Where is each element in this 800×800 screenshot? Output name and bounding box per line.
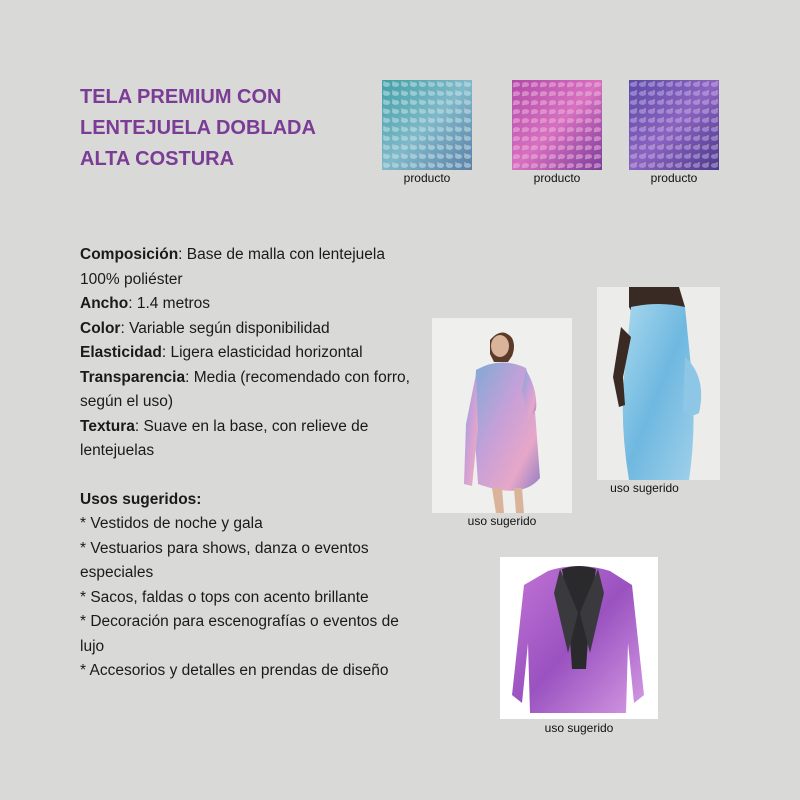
title-line-3: ALTA COSTURA (80, 148, 235, 170)
example-photo-dress (432, 318, 572, 513)
use-item: * Vestidos de noche y gala (80, 515, 263, 532)
spec-label: Transparencia (80, 368, 186, 386)
example-caption-3: uso sugerido (544, 721, 614, 735)
product-swatch-violet (629, 80, 719, 170)
sequin-texture-image (512, 80, 602, 170)
spec-texture (80, 415, 410, 464)
spec-label: Ancho (80, 295, 129, 312)
use-item: * Decoración para escenografías o eventos de lujo (80, 613, 399, 655)
use-item: * Accesorios y detalles en prendas de diseño (80, 662, 389, 679)
spec-label: Color (80, 319, 121, 337)
use-item: * Vestuarios para shows, danza o eventos especiales (80, 539, 369, 581)
spec-elasticity (80, 341, 410, 366)
use-item: * Sacos, faldas o tops con acento brillante (80, 588, 369, 606)
sequin-gown-image (597, 287, 720, 480)
product-swatch-magenta (512, 80, 602, 170)
example-caption-2: uso sugerido (610, 481, 679, 495)
example-photo-gown (597, 287, 720, 480)
example-caption-1: uso sugerido (467, 514, 537, 528)
product-caption-2: producto (533, 171, 581, 185)
page-title (80, 82, 316, 175)
title-line-2: LENTEJUELA DOBLADA (80, 117, 316, 139)
spec-value: : Variable según disponibilidad (120, 319, 330, 337)
spec-value: : Suave en la base, con relieve de lentejuelas (80, 417, 369, 459)
product-swatch-teal (382, 80, 472, 170)
sequin-blazer-image (500, 557, 658, 719)
sequin-dress-image (432, 318, 572, 513)
spec-value: : Ligera elasticidad horizontal (161, 344, 363, 361)
spec-value: : 1.4 metros (128, 295, 211, 312)
uses-title: Usos sugeridos: (80, 490, 202, 508)
product-caption-1: producto (403, 171, 451, 185)
spec-label: Textura (80, 417, 135, 435)
sequin-texture-image (629, 80, 719, 170)
sequin-texture-image (382, 80, 472, 170)
spec-color (80, 317, 410, 342)
spec-composition (80, 243, 410, 292)
specs-block (80, 243, 410, 684)
example-photo-blazer (500, 557, 658, 719)
spec-label: Composición (80, 246, 179, 263)
spec-value: : Media (recomendado con forro, según el uso) (80, 368, 410, 410)
spec-width (80, 292, 410, 317)
spec-value: : Base de malla con lentejuela 100% poliéster (80, 246, 385, 288)
title-line-1: TELA PREMIUM CON (80, 86, 282, 108)
spec-transparency (80, 366, 410, 415)
product-caption-3: producto (650, 171, 698, 185)
spec-label: Elasticidad (80, 344, 162, 361)
